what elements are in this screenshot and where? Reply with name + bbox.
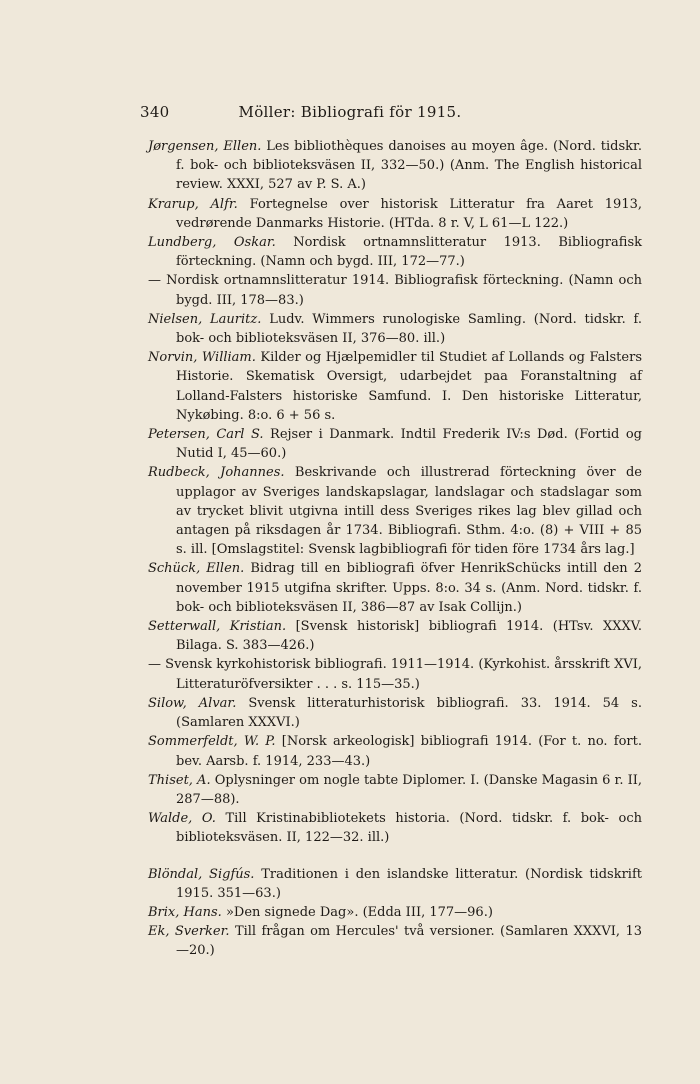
section-gap	[148, 848, 642, 865]
entry-author: Rudbeck, Johannes.	[148, 465, 285, 481]
entry-author: Ek, Sverker.	[148, 924, 230, 940]
entry-text: Nordisk ortnamnslitteratur 1914. Bibliografisk förteckning. (Namn och bygd. III, 178—83.)	[166, 273, 642, 308]
entry-text: »Den signede Dag». (Edda III, 177—96.)	[225, 904, 493, 920]
page-number: 340	[140, 103, 170, 121]
bibliography-entry	[148, 137, 642, 195]
bibliography-entry	[148, 617, 642, 655]
entry-author: Nielsen, Lauritz.	[148, 311, 262, 327]
entry-text: Fortegnelse over historisk Litteratur fra Aaret 1913, vedrørende Danmarks Historie. (HTda. 8 r. V, L 61—L 122.)	[176, 196, 642, 231]
entry-text: Nordisk ortnamnslitteratur 1913. Bibliografisk förteckning. (Namn och bygd. III, 172—77.)	[176, 235, 642, 270]
bibliography-entry	[148, 922, 642, 960]
entry-author: Brix, Hans.	[148, 904, 222, 920]
entry-group-1	[148, 137, 642, 848]
entry-author: Thiset, A.	[148, 772, 211, 788]
entry-text: Svensk kyrkohistorisk bibliografi. 1911—1914. (Kyrkohist. årsskrift XVI, Litteraturöfversikter . . . s. 115—35.)	[165, 657, 642, 692]
entry-text: Rejser i Danmark. Indtil Frederik IV:s Død. (Fortid og Nutid I, 45—60.)	[176, 427, 642, 462]
bibliography-entry	[148, 559, 642, 617]
entry-text: Svensk litteraturhistorisk bibliografi. 33. 1914. 54 s. (Samlaren XXXVI.)	[176, 695, 642, 731]
bibliography-entry	[148, 233, 642, 271]
entry-text: Till frågan om Hercules' två versioner. (Samlaren XXXVI, 13—20.)	[176, 924, 642, 959]
entry-text: [Norsk arkeologisk] bibliografi 1914. (For t. no. fort. bev. Aarsb. f. 1914, 233—43.)	[176, 734, 642, 769]
entry-text: Kilder og Hjælpemidler til Studiet af Lollands og Falsters Historie. Skematisk Oversigt, udarbejdet paa Foranstaltning af Lolland-Falsters historiske Samfund. I. Den historiske Litteratur, Nykøbing. 8:o. 6 + 56 s.	[176, 350, 642, 423]
entry-author: Blöndal, Sigfús.	[148, 866, 255, 882]
entry-text: Oplysninger om nogle tabte Diplomer. I. (Danske Magasin 6 r. II, 287—88).	[176, 772, 643, 807]
entry-author: Jørgensen, Ellen.	[148, 139, 262, 154]
entry-text: [Svensk historisk] bibliografi 1914. (HTsv. XXXV. Bilaga. S. 383—426.)	[176, 619, 642, 654]
entry-author: Schück, Ellen.	[148, 561, 245, 577]
entry-author: Lundberg, Oskar.	[148, 235, 276, 251]
bibliography-entry	[148, 195, 642, 233]
entry-author: Sommerfeldt, W. P.	[148, 734, 276, 750]
entry-author: Setterwall, Kristian.	[148, 619, 287, 635]
bibliography-entry	[148, 310, 642, 348]
running-title: Möller: Bibliografi för 1915.	[238, 103, 462, 121]
entry-author: Norvin, William.	[148, 350, 256, 366]
bibliography-entry	[148, 732, 642, 770]
entry-author: Silow, Alvar.	[148, 695, 237, 711]
bibliography-body	[148, 137, 642, 961]
entry-author: —	[148, 273, 161, 289]
entry-author: Petersen, Carl S.	[148, 427, 264, 443]
bibliography-entry	[148, 903, 642, 922]
bibliography-entry	[148, 463, 642, 559]
bibliography-entry	[148, 809, 642, 847]
entry-author: Walde, O.	[148, 811, 216, 827]
entry-group-2	[148, 865, 642, 961]
entry-text: Beskrivande och illustrerad förteckning över de upplagor av Sveriges landskapslagar, landslagar och stadslagar som av trycket blivit utgivna intill dess Sveriges rikes lag blev gillad och antagen på riksdagen år 1734. Bibliografi. Sthm. 4:o. (8) + VIII + 85 s. ill. [Omslagstitel: Svensk lagbibliografi för tiden före 1734 års lag.]	[176, 465, 642, 558]
bibliography-entry	[148, 271, 642, 309]
entry-text: Till Kristinabibliotekets historia. (Nord. tidskr. f. bok- och biblioteksväsen. II, 122—32. ill.)	[176, 811, 642, 846]
entry-text: Les bibliothèques danoises au moyen âge. (Nord. tidskr. f. bok- och biblioteksväsen II, 332—50.) (Anm. The English historical review. XXXI, 527 av P. S. A.)	[176, 139, 642, 193]
bibliography-entry	[148, 348, 642, 425]
bibliography-entry	[148, 655, 642, 693]
bibliography-entry	[148, 865, 642, 903]
bibliography-entry	[148, 771, 642, 809]
entry-text: Ludv. Wimmers runologiske Samling. (Nord. tidskr. f. bok- och biblioteksväsen II, 376—80. ill.)	[176, 311, 642, 347]
running-header	[140, 103, 560, 123]
bibliography-entry	[148, 425, 642, 463]
bibliography-entry	[148, 694, 642, 732]
entry-author: Krarup, Alfr.	[148, 196, 238, 212]
entry-author: —	[148, 657, 161, 673]
entry-text: Traditionen i den islandske litteratur. (Nordisk tidskrift 1915. 351—63.)	[176, 866, 642, 901]
entry-text: Bidrag till en bibliografi öfver HenrikSchücks intill den 2 november 1915 utgifna skrifter. Upps. 8:o. 34 s. (Anm. Nord. tidskr. f. bok- och biblioteksväsen II, 386—87 av Isak Collijn.)	[176, 561, 643, 615]
